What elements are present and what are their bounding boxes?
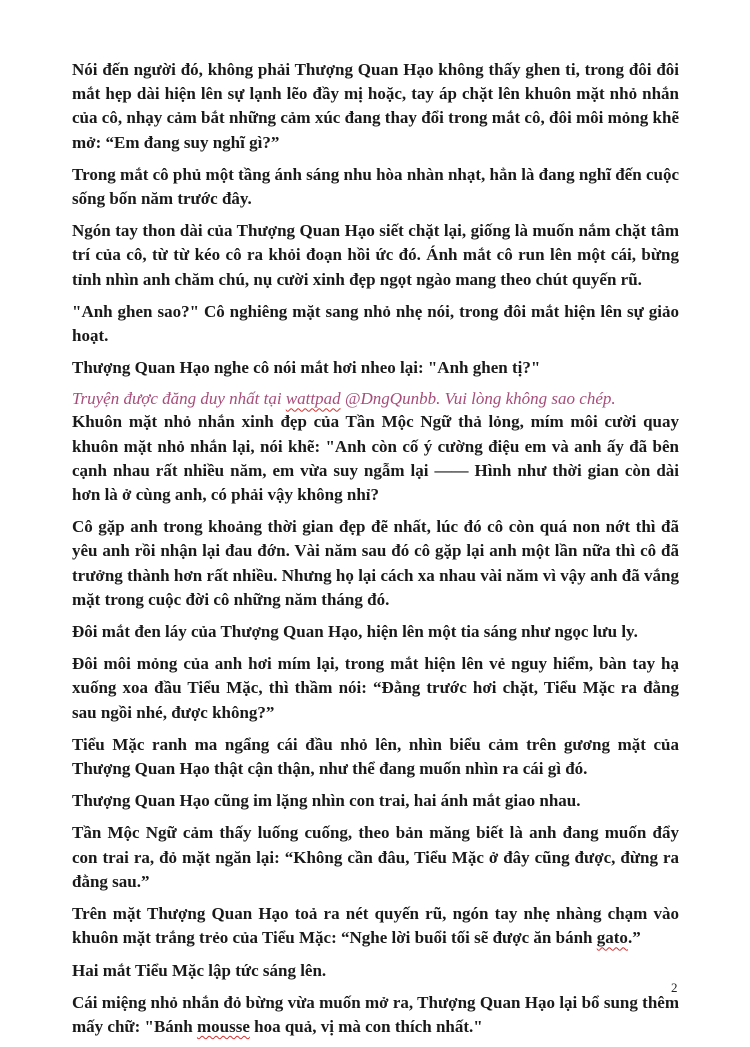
paragraph: Đôi môi mỏng của anh hơi mím lại, trong mắt hiện lên vẻ nguy hiểm, bàn tay hạ xuống xoa đầu Tiểu Mặc, thì thầm nói: “Đằng trước hơi chặt, Tiểu Mặc ra đằng sau ngồi nhé, được không?”	[72, 654, 679, 722]
document-page	[72, 58, 679, 1047]
paragraph-text-end: .”	[627, 928, 641, 948]
paragraph: Ngón tay thon dài của Thượng Quan Hạo siết chặt lại, giống là muốn nắm chặt tâm trí của cô, từ từ kéo cô ra khỏi đoạn hồi ức đó. Ánh mắt cô run lên một cái, bừng tỉnh nhìn anh chăm chú, nụ cười xinh đẹp ngọt ngào mang theo chút quyến rũ.	[72, 221, 679, 289]
paragraph: Cô gặp anh trong khoảng thời gian đẹp đẽ nhất, lúc đó cô còn quá non nớt thì đã yêu anh rồi nhận lại đau đớn. Vài năm sau đó cô gặp lại anh một lần nữa thì cô đã trưởng thành hơn rất nhiều. Nhưng họ lại cách xa nhau vài năm vì vậy anh đã vắng mặt trong cuộc đời cô những năm tháng đó.	[72, 517, 679, 609]
watermark-misspelled-word: wattpad	[285, 389, 341, 409]
paragraph: Tiểu Mặc ranh ma ngẩng cái đầu nhỏ lên, nhìn biểu cảm trên gương mặt của Thượng Quan Hạo thật cận thận, như thể đang muốn nhìn ra cái gì đó.	[72, 734, 679, 779]
paragraph: Thượng Quan Hạo cũng im lặng nhìn con trai, hai ánh mắt giao nhau.	[72, 791, 581, 811]
paragraph: Nói đến người đó, không phải Thượng Quan Hạo không thấy ghen ti, trong đôi đôi mắt hẹp dài hiện lên sự lạnh lẽo đầy mị hoặc, tay áp chặt lên khuôn mặt nhỏ nhắn của cô, nhạy cảm bắt những cảm xúc đang thay đổi trong mắt cô, đôi môi mỏng khẽ mở: “Em đang suy nghĩ gì?”	[72, 60, 679, 152]
misspelled-word: gato	[596, 928, 628, 948]
page-number: 2	[671, 980, 678, 995]
paragraph: Tần Mộc Ngữ cảm thấy luống cuống, theo bản măng biết là anh đang muốn đẩy con trai ra, đỏ mặt ngăn lại: “Không cần đâu, Tiểu Mặc ở đây cũng được, đừng ra đằng sau.”	[72, 823, 679, 891]
paragraph: Trong mắt cô phủ một tầng ánh sáng nhu hòa nhàn nhạt, hẳn là đang nghĩ đến cuộc sống bốn năm trước đây.	[72, 164, 679, 209]
paragraph: Hai mắt Tiểu Mặc lập tức sáng lên.	[72, 960, 327, 980]
paragraph: Khuôn mặt nhỏ nhắn xinh đẹp của Tần Mộc Ngữ thả lỏng, mím môi cười quay khuôn mặt nhỏ nhắn lại, nói khẽ: "Anh còn cố ý cường điệu em và anh ấy đã bên cạnh nhau rất nhiều năm, em vừa suy ngẫm lại —— Hình như thời gian còn dài hơn là ở cùng anh, có phải vậy không nhỉ?	[72, 412, 679, 505]
paragraph-text-start: Trên mặt Thượng Quan Hạo toả ra nét quyến rũ, ngón tay nhẹ nhàng chạm vào khuôn mặt trắng trẻo của Tiểu Mặc: “Nghe lời buổi tối sẽ được ăn bánh	[72, 904, 679, 948]
misspelled-word: mousse	[196, 1016, 250, 1036]
watermark-text-end: @DngQunbb. Vui lòng không sao chép.	[340, 389, 616, 409]
watermark-notice	[72, 388, 679, 410]
watermark-text-start: Truyện được đăng duy nhất tại	[72, 389, 286, 409]
paragraph: "Anh ghen sao?" Cô nghiêng mặt sang nhỏ nhẹ nói, trong đôi mắt hiện lên sự giảo hoạt.	[72, 301, 679, 346]
paragraph-text-end: hoa quả, vị mà con thích nhất."	[249, 1016, 483, 1036]
paragraph	[72, 902, 679, 950]
paragraph	[72, 991, 679, 1039]
paragraph: Thượng Quan Hạo nghe cô nói mắt hơi nheo lại: "Anh ghen tị?"	[72, 358, 541, 378]
paragraph: Đôi mắt đen láy của Thượng Quan Hạo, hiện lên một tia sáng như ngọc lưu ly.	[72, 622, 638, 642]
paragraph-text-start: Cái miệng nhỏ nhắn đỏ bừng vừa muốn mở ra, Thượng Quan Hạo lại bổ sung thêm mấy chữ: "Bánh	[72, 992, 679, 1036]
